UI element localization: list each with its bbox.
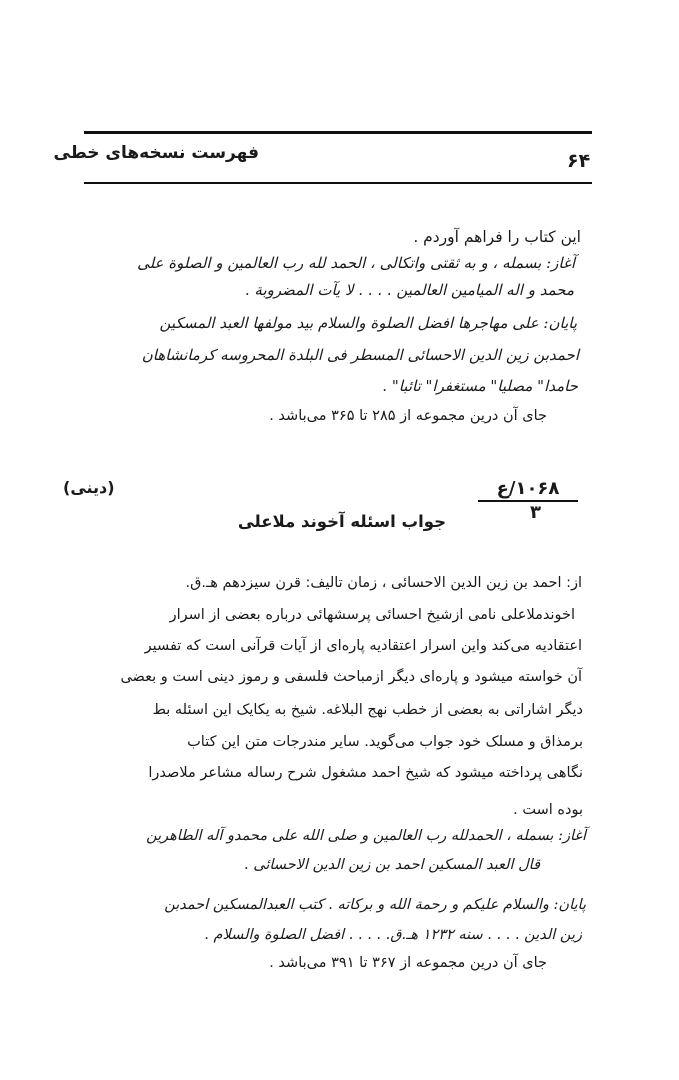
entry1-line-1: این کتاب را فراهم آوردم . — [413, 228, 581, 246]
entry2-description-line-3: آن خواسته میشود و پاره‌ای دیگر ازمباحث فلسفی و رموز دینی است و بعضی — [120, 669, 582, 685]
entry2-explicit-line-1: پایان: والسلام علیکم و رحمة الله و برکاته . کتب العبدالمسکین احمدبن — [164, 897, 586, 913]
running-header-title: فهرست نسخه‌های خطی — [53, 143, 259, 163]
entry2-catalog-subnumber: ۳ — [530, 502, 541, 523]
entry1-location: جای آن درین مجموعه از ۲۸۵ تا ۳۶۵ می‌باشد . — [269, 408, 547, 424]
entry1-incipit-line-2: محمد و اله المیامین العالمین . . . . لا یآت المضروبة . — [244, 281, 574, 299]
entry2-author-line: از: احمد بن زین الدین الاحسائی ، زمان تالیف: قرن سیزدهم هـ.ق. — [185, 575, 582, 591]
entry1-incipit-line-1: آغاز: بسمله ، و به ثقتی واتکالی ، الحمد لله رب العالمین و الصلوة علی — [137, 254, 575, 272]
entry2-description-line-7: بوده است . — [513, 802, 583, 818]
entry1-explicit-line-2: احمدبن زین الدین الاحسائی المسطر فی البلدة المحروسه کرمانشاهان — [141, 346, 579, 364]
entry1-explicit-line-1: پایان: علی مهاجرها افضل الصلوة والسلام بید مولفها العبد المسکین — [159, 314, 577, 332]
entry2-incipit-line-2: قال العبد المسکین احمد بن زین الدین الاحسائی . — [244, 857, 540, 873]
entry2-description-line-5: برمذاق و مسلک خود جواب می‌گوید. سایر مندرجات متن این کتاب — [187, 734, 583, 750]
entry2-location: جای آن درین مجموعه از ۳۶۷ تا ۳۹۱ می‌باشد . — [269, 955, 547, 971]
entry2-title: جواب اسئله آخوند ملاعلی — [237, 512, 446, 531]
entry2-description-line-1: اخوندملاعلی نامی ازشیخ احسائی پرسشهائی درباره بعضی از اسرار — [169, 607, 575, 623]
entry1-explicit-line-3: حامدا" مصلیا" مستغفرا" تائبا" . — [382, 377, 578, 395]
entry2-incipit-line-1: آغاز: بسمله ، الحمدلله رب العالمین و صلی الله علی محمدو آله الطاهرین — [146, 828, 586, 844]
entry2-description-line-4: دیگر اشاراتی به بعضی از خطب نهج البلاغه. شیخ به یکایک این اسئله بط — [152, 702, 583, 718]
entry2-subject-category: (دینی) — [63, 478, 115, 497]
header-top-rule — [84, 131, 592, 134]
entry2-description-line-2: اعتقادیه می‌کند واین اسرار اعتقادیه پاره‌ای از آیات قرآنی است که تفسیر — [144, 638, 582, 654]
header-bottom-rule — [84, 182, 592, 184]
entry2-description-line-6: نگاهی پرداخته میشود که شیخ احمد مشغول شرح رساله مشاعر ملاصدرا — [148, 765, 583, 781]
entry2-explicit-line-2: زین الدین . . . . سنه ۱۲۳۲ هـ.ق. . . . . افضل الصلوة والسلام . — [204, 927, 582, 943]
page-number: ۶۴ — [567, 150, 591, 172]
entry2-catalog-code: ۱۰۶۸/ع — [478, 478, 578, 502]
